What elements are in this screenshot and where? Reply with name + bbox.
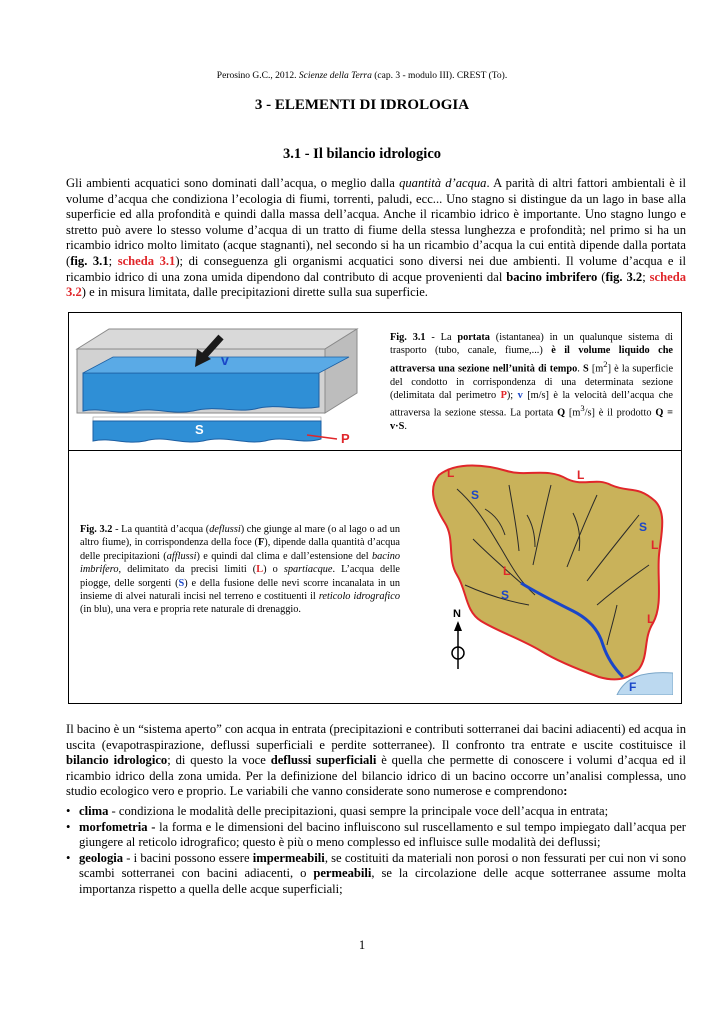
bullet-icon: • [66, 819, 71, 834]
label-v: v [221, 352, 229, 368]
label-f: F [629, 680, 637, 694]
header-author: Perosino G.C., 2012. [216, 71, 299, 81]
intro-paragraph: Gli ambienti acquatici sono dominati dall’acqua, o meglio dalla quantità d’acqua. A parità di altri fattori ambientali è il volume d’acqua che condiziona l’ecologia di fiumi, torrenti, paludi, ecc... Uno stagno si distingue da un lago in base alla superficie ed alla profondità e quindi dalla massa dell’acqua. Anche il ricambio idrico è importante. Uno stagno lungo e stretto può avere lo stesso volume d’acqua di un tratto di fiume della stessa lunghezza e profondità; nel primo si ha un ricambio idrico molto limitato (acque stagnanti), nel secondo si ha un ricambio d’acqua la cui entità dipende dalla portata (fig. 3.1; scheda 3.1); di conseguenza gli organismi acquatici sono diversi nei due ambienti. Il volume d’acqua e il ricambio idrico di una zona umida dipendono dal contributo di acque provenienti dal bacino imbrifero (fig. 3.2; scheda 3.2) e in misura limitata, dalle precipitazioni dirette sulla sua superficie. [66, 176, 687, 300]
fig-3-1-caption: Fig. 3.1 - La portata (istantanea) in un qualunque sistema di trasporto (tubo, canale, fiume,...) è il volume liquido che attraversa una sezione nell’unità di tempo. S $[m^2]$ è la superficie del condotto in corrispondenza di una determinata sezione (delimitata dal perimetro P); v [m/s] è la velocità dell’acqua che attraversa la sezione stessa. La portata Q $[m^3/s]$ è il prodotto Q = v·S. [390, 332, 674, 433]
bullet-icon: • [66, 804, 71, 818]
scheda-3-2-link[interactable]: scheda 3.2 [66, 269, 687, 300]
fig-3-2-caption: Fig. 3.2 - La quantità d’acqua (deflussi) che giunge al mare (o al lago o ad un altro fiume), in corrispondenza della foce (F), dipende dalla quantità d’acqua delle precipitazioni (afflussi) e quindi dal clima e dall’estensione del bacino imbrifero, delimitato da precisi limiti (L) o spartiacque. L’acqua delle piogge, delle sorgenti (S) e della fusione delle nevi scorre incanalata in un insieme di alvei naturali incisi nel terreno e costituenti il reticolo idrografico (in blu), una vera e propria rete naturale di drenaggio. [80, 524, 401, 616]
list-item-geologia: • geologia - i bacini possono essere impermeabili, se costituiti da materiali non porosi o non fessurati per cui non vi sono scambi sotterranei con bacini adiacenti, o permeabili, se la circolazione delle acque sotterranee assume molta importanza rispetto a quella delle acque superficiali; [66, 850, 687, 896]
label-n: N [453, 608, 461, 620]
label-l-5: L [647, 612, 655, 626]
drainage-basin-map [417, 455, 673, 695]
label-s-1: S [471, 488, 480, 502]
label-p: P [341, 431, 350, 446]
chapter-title: 3 - ELEMENTI DI IDROLOGIA [254, 97, 470, 113]
scheda-3-1-link[interactable]: scheda 3.1 [117, 253, 176, 268]
header-book-title: Scienze della Terra [298, 71, 372, 81]
label-l-1: L [447, 466, 455, 480]
bullet-icon: • [66, 850, 71, 865]
variables-list [66, 804, 686, 898]
label-s-3: S [501, 588, 510, 602]
label-s-2: S [639, 520, 648, 534]
label-l-2: L [577, 468, 585, 482]
page-number: 1 [358, 938, 366, 952]
header-chapter-info: (cap. 3 - modulo III). CREST (To). [371, 71, 508, 81]
label-l-3: L [651, 538, 659, 552]
running-header [0, 71, 724, 81]
bilancio-paragraph: Il bacino è un “sistema aperto” con acqua in entrata (precipitazioni e contributi sotterranei dai bacini adiacenti) ed acqua in uscita (evapotraspirazione, deflussi superficiali e perdite sotterranee). Il confronto tra entrate e uscite costituisce il bilancio idrologico; di questo la voce deflussi superficiali è quella che permette di conoscere i volumi d’acqua ed il ricambio idrico della zona umida. Per la definizione del bilancio idrico di un bacino occorre un’analisi complessa, uno studio ecologico vero e proprio. Le variabili che vanno considerate sono numerose e comprendono: [66, 722, 687, 799]
list-item-clima: • clima - condiziona le modalità delle precipitazioni, quasi sempre la principale voce dell’acqua in entrata; [66, 804, 609, 818]
figure-divider [69, 450, 681, 451]
label-l-4: L [503, 564, 511, 578]
channel-flow-diagram [75, 321, 375, 447]
section-title: 3.1 - Il bilancio idrologico [282, 146, 442, 162]
list-item-morfometria: • morfometria - la forma e le dimensioni del bacino influiscono sul ruscellamento e sul tempo impiegato dall’acqua per giungere al reticolo idrografico; questo è più o meno complesso ed influisce sulle modalità dei deflussi; [66, 819, 686, 850]
figure-box [68, 312, 682, 704]
label-s: S [195, 422, 204, 437]
